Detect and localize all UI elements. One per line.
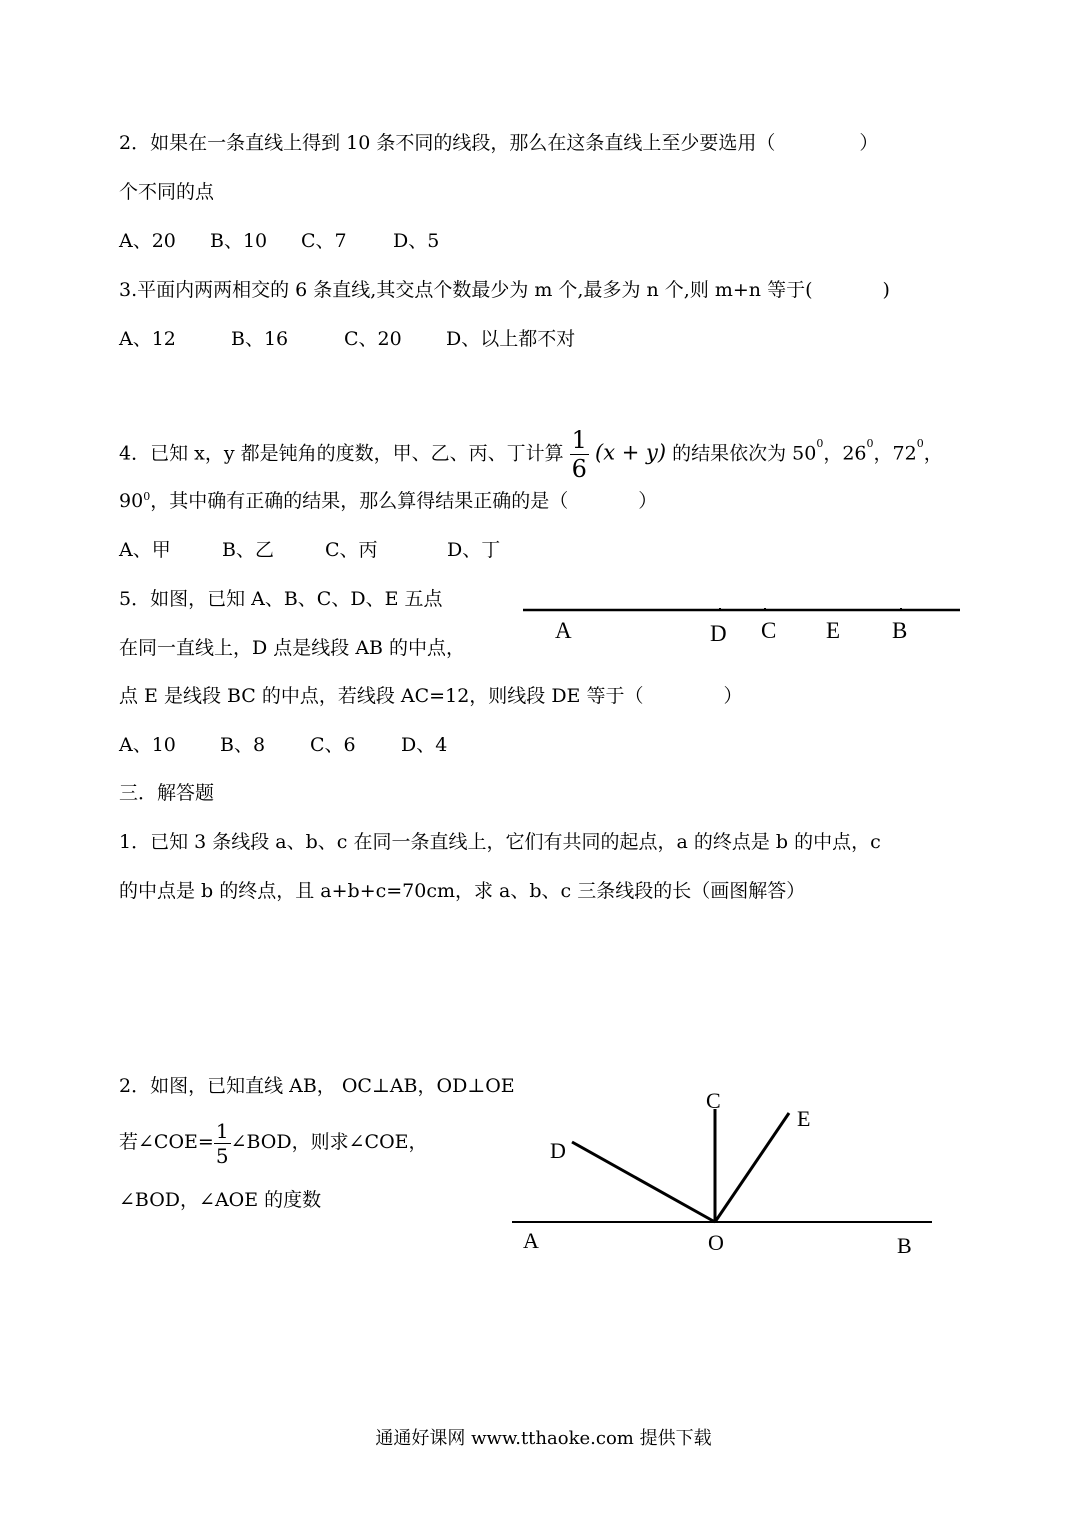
q5-line2: 在同一直线上，D 点是线段 AB 的中点， — [119, 637, 466, 659]
q3-option-d: D、以上都不对 — [446, 328, 576, 350]
p2-frac-den: 5 — [215, 1143, 229, 1168]
q5-option-c: C、6 — [310, 734, 356, 756]
q5-options — [119, 733, 447, 757]
q4-deg-3: 0 — [916, 437, 924, 450]
q3-close-paren: ) — [882, 279, 890, 301]
angle-figure — [505, 1080, 945, 1265]
q4-frac-num: 1 — [571, 426, 587, 454]
q3-stem: 3.平面内两两相交的 6 条直线,其交点个数最少为 m 个,最多为 n 个,则 m+n 等于( — [119, 279, 813, 301]
q4-result-2: ，26 — [823, 442, 867, 465]
label-a: A — [523, 1228, 539, 1253]
q5-stem: 点 E 是线段 BC 的中点，若线段 AC=12，则线段 DE 等于（ — [119, 685, 644, 707]
q3-options — [119, 327, 575, 351]
q4-option-b: B、乙 — [222, 539, 274, 561]
page-footer: 通通好课网 www.tthaoke.com 提供下载 — [375, 1428, 712, 1449]
p2-condition: 若∠COE= — [119, 1131, 214, 1153]
q2-stem: 2．如果在一条直线上得到 10 条不同的线段，那么在这条直线上至少要选用（ — [119, 132, 776, 154]
q2-close-paren: ） — [859, 132, 879, 154]
q2-option-c: C、7 — [301, 230, 347, 252]
q4-option-d: D、丁 — [447, 539, 501, 561]
q5-option-a: A、10 — [119, 734, 176, 756]
q2-option-a: A、20 — [119, 230, 176, 252]
q4-result-3: ，72 — [873, 442, 917, 465]
q5-label-e: E — [826, 618, 841, 643]
q4-deg-1: 0 — [816, 437, 824, 450]
q5-line-figure — [515, 595, 975, 655]
q4-result-1: 的结果依次为 50 — [672, 442, 817, 465]
q5-option-d: D、4 — [401, 734, 448, 756]
q3-line1 — [119, 278, 890, 302]
q2-option-d: D、5 — [393, 230, 440, 252]
section-title: 三．解答题 — [119, 782, 215, 804]
q2-options — [119, 229, 439, 253]
q4-frac-den: 6 — [571, 455, 587, 483]
q4-line1 — [119, 428, 943, 481]
label-b: B — [897, 1233, 912, 1258]
q4-expression: (x + y) — [595, 440, 667, 465]
p2-line3: ∠BOD，∠AOE 的度数 — [119, 1189, 322, 1211]
q3-option-b: B、16 — [231, 328, 289, 350]
q4-line2 — [119, 489, 657, 513]
q4-result-4: 90 — [119, 490, 144, 512]
label-o: O — [708, 1230, 724, 1255]
p2-line2 — [119, 1114, 428, 1170]
p2-line1: 2．如图，已知直线 AB， OC⊥AB，OD⊥OE — [119, 1075, 515, 1097]
q4-option-a: A、甲 — [119, 539, 171, 561]
q4-comma: ， — [923, 442, 943, 465]
q4-close-paren: ） — [638, 490, 658, 512]
q4-fraction — [570, 428, 589, 481]
q4-stem: 4．已知 x，y 都是钝角的度数，甲、乙、丙、丁计算 — [119, 442, 564, 465]
q4-deg-4: 0 — [143, 490, 151, 503]
label-c: C — [706, 1088, 721, 1113]
q5-label-c: C — [761, 618, 777, 643]
q4-question: ，其中确有正确的结果，那么算得结果正确的是（ — [150, 490, 569, 512]
q3-option-a: A、12 — [119, 328, 176, 350]
q5-label-d: D — [710, 621, 727, 646]
q5-line1: 5．如图，已知 A、B、C、D、E 五点 — [119, 588, 443, 610]
p2-question: ∠BOD，则求∠COE， — [230, 1131, 428, 1153]
q2-option-b: B、10 — [210, 230, 268, 252]
label-e: E — [797, 1106, 811, 1131]
q5-label-a: A — [555, 618, 572, 643]
p2-frac-num: 1 — [215, 1118, 229, 1143]
ray-od — [572, 1142, 715, 1222]
p1-line2: 的中点是 b 的终点，且 a+b+c=70cm，求 a、b、c 三条线段的长（画图解答） — [119, 880, 806, 902]
q5-option-b: B、8 — [220, 734, 266, 756]
p2-fraction — [214, 1118, 231, 1168]
ray-oe — [715, 1113, 789, 1222]
q4-options — [119, 538, 500, 562]
p1-line1: 1．已知 3 条线段 a、b、c 在同一条直线上，它们有共同的起点，a 的终点是 b 的中点，c — [119, 831, 881, 853]
q4-deg-2: 0 — [866, 437, 874, 450]
q5-close-paren: ） — [723, 685, 743, 707]
q5-line3 — [119, 684, 742, 708]
label-d: D — [550, 1138, 566, 1163]
q2-line1 — [119, 131, 878, 155]
q3-option-c: C、20 — [344, 328, 402, 350]
q2-line2: 个不同的点 — [119, 181, 215, 203]
q5-label-b: B — [892, 618, 908, 643]
q4-option-c: C、丙 — [325, 539, 378, 561]
